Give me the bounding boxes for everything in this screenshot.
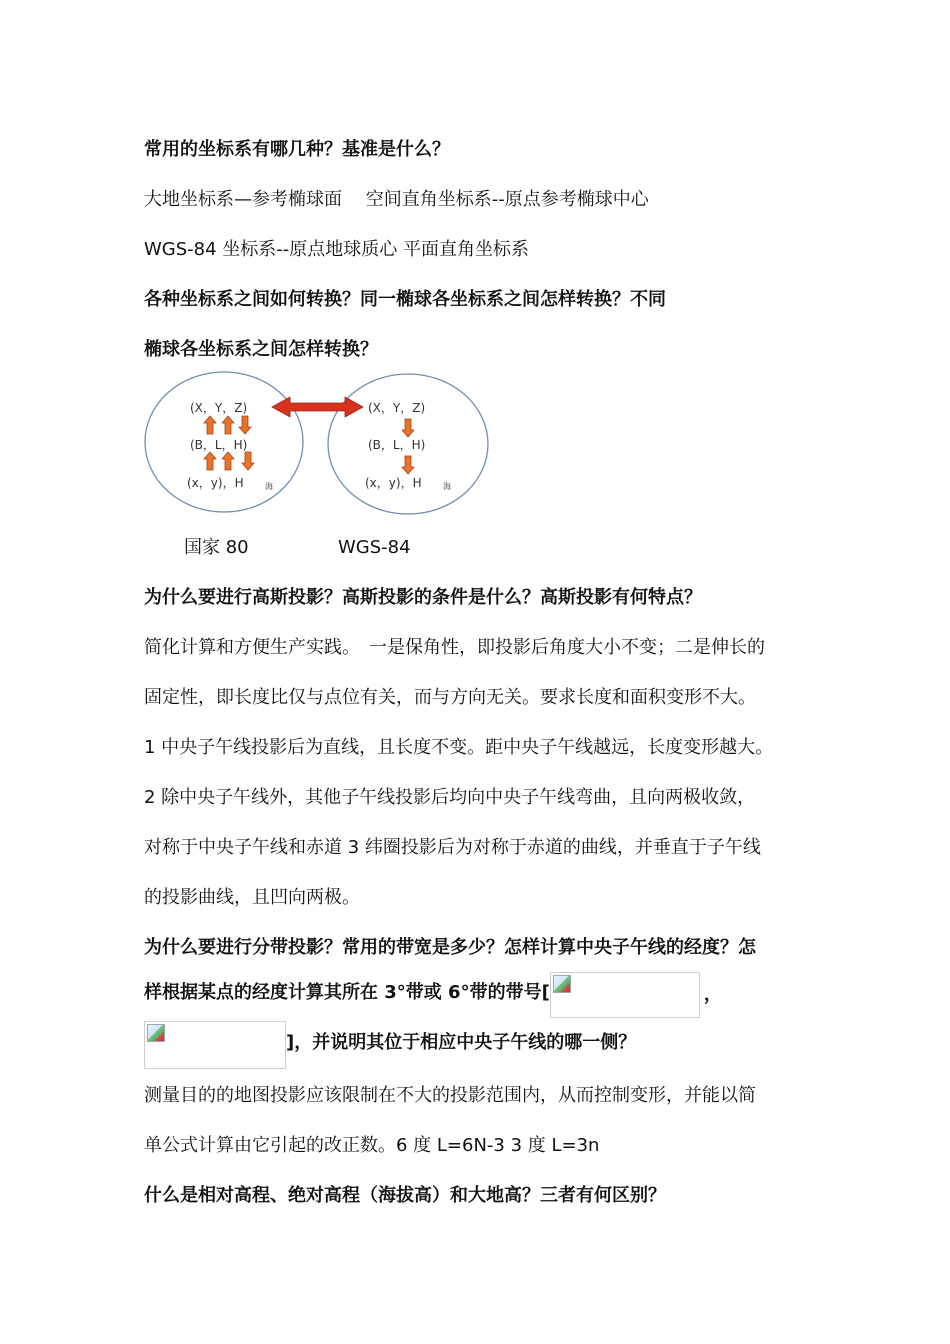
right-blh-label: (B，L，H) [368,438,426,452]
left-xyh-label: (x，y)，H [187,476,244,490]
right-xyz-label: (X，Y，Z) [368,401,426,415]
up-arrow-icon [222,416,234,434]
answer-line: 固定性，即长度比仅与点位有关，而与方向无关。要求长度和面积变形不大。 [144,687,756,708]
down-arrow-icon [402,419,414,437]
answer-line: 测量目的的地图投影应该限制在不大的投影范围内，从而控制变形，并能以简 [144,1085,756,1106]
question-heights: 什么是相对高程、绝对高程（海拔高）和大地高？三者有何区别？ [144,1185,666,1206]
caption-national-80: 国家 80 [184,537,249,558]
answer-line: 2 除中央子午线外，其他子午线投影后均向中央子午线弯曲，且向两极收敛， [144,787,756,808]
question-gauss-projection: 为什么要进行高斯投影？高斯投影的条件是什么？高斯投影有何特点？ [144,587,702,608]
broken-image-icon [144,1021,286,1069]
caption-wgs84: WGS-84 [338,537,411,558]
question-text: ]，并说明其位于相应中央子午线的哪一侧？ [286,1032,637,1053]
right-xyh-label: (x，y)，H [365,476,422,490]
question-zone-projection: 为什么要进行分带投影？常用的带宽是多少？怎样计算中央子午线的经度？怎 [144,937,756,958]
broken-image-icon [550,972,700,1018]
down-arrow-icon [242,452,254,470]
answer-line: 大地坐标系—参考椭球面 空间直角坐标系--原点参考椭球中心 [144,189,649,210]
double-arrow-icon [272,397,363,417]
up-arrow-icon [204,452,216,470]
question-text: ， [703,984,722,1005]
answer-line: 单公式计算由它引起的改正数。6 度 L=6N-3 3 度 L=3n [144,1135,600,1156]
question-conversion: 各种坐标系之间如何转换？同一椭球各坐标系之间怎样转换？不同 [144,289,666,310]
question-zone-projection-end [144,1021,636,1069]
question-conversion-cont: 椭球各坐标系之间怎样转换？ [144,339,378,360]
left-xyz-label: (X，Y，Z) [190,401,248,415]
question-zone-projection-cont [144,972,722,1018]
answer-line: 的投影曲线，且凹向两极。 [144,887,360,908]
answer-line: WGS-84 坐标系--原点地球质心 平面直角坐标系 [144,239,530,260]
right-sea-subscript: 海 [443,482,451,491]
question-text: 样根据某点的经度计算其所在 3°带或 6°带的带号[ [144,982,550,1003]
down-arrow-icon [239,416,251,434]
answer-line: 对称于中央子午线和赤道 3 纬圈投影后为对称于赤道的曲线，并垂直于子午线 [144,837,761,858]
down-arrow-icon [402,456,414,474]
coordinate-conversion-diagram [140,368,500,528]
question-coordinate-systems: 常用的坐标系有哪几种？基准是什么？ [144,139,450,160]
up-arrow-icon [222,452,234,470]
left-sea-subscript: 海 [265,482,273,491]
up-arrow-icon [204,416,216,434]
answer-line: 1 中央子午线投影后为直线，且长度不变。距中央子午线越远，长度变形越大。 [144,737,774,758]
left-blh-label: (B，L，H) [190,438,248,452]
answer-line: 简化计算和方便生产实践。 一是保角性，即投影后角度大小不变；二是伸长的 [144,637,765,658]
